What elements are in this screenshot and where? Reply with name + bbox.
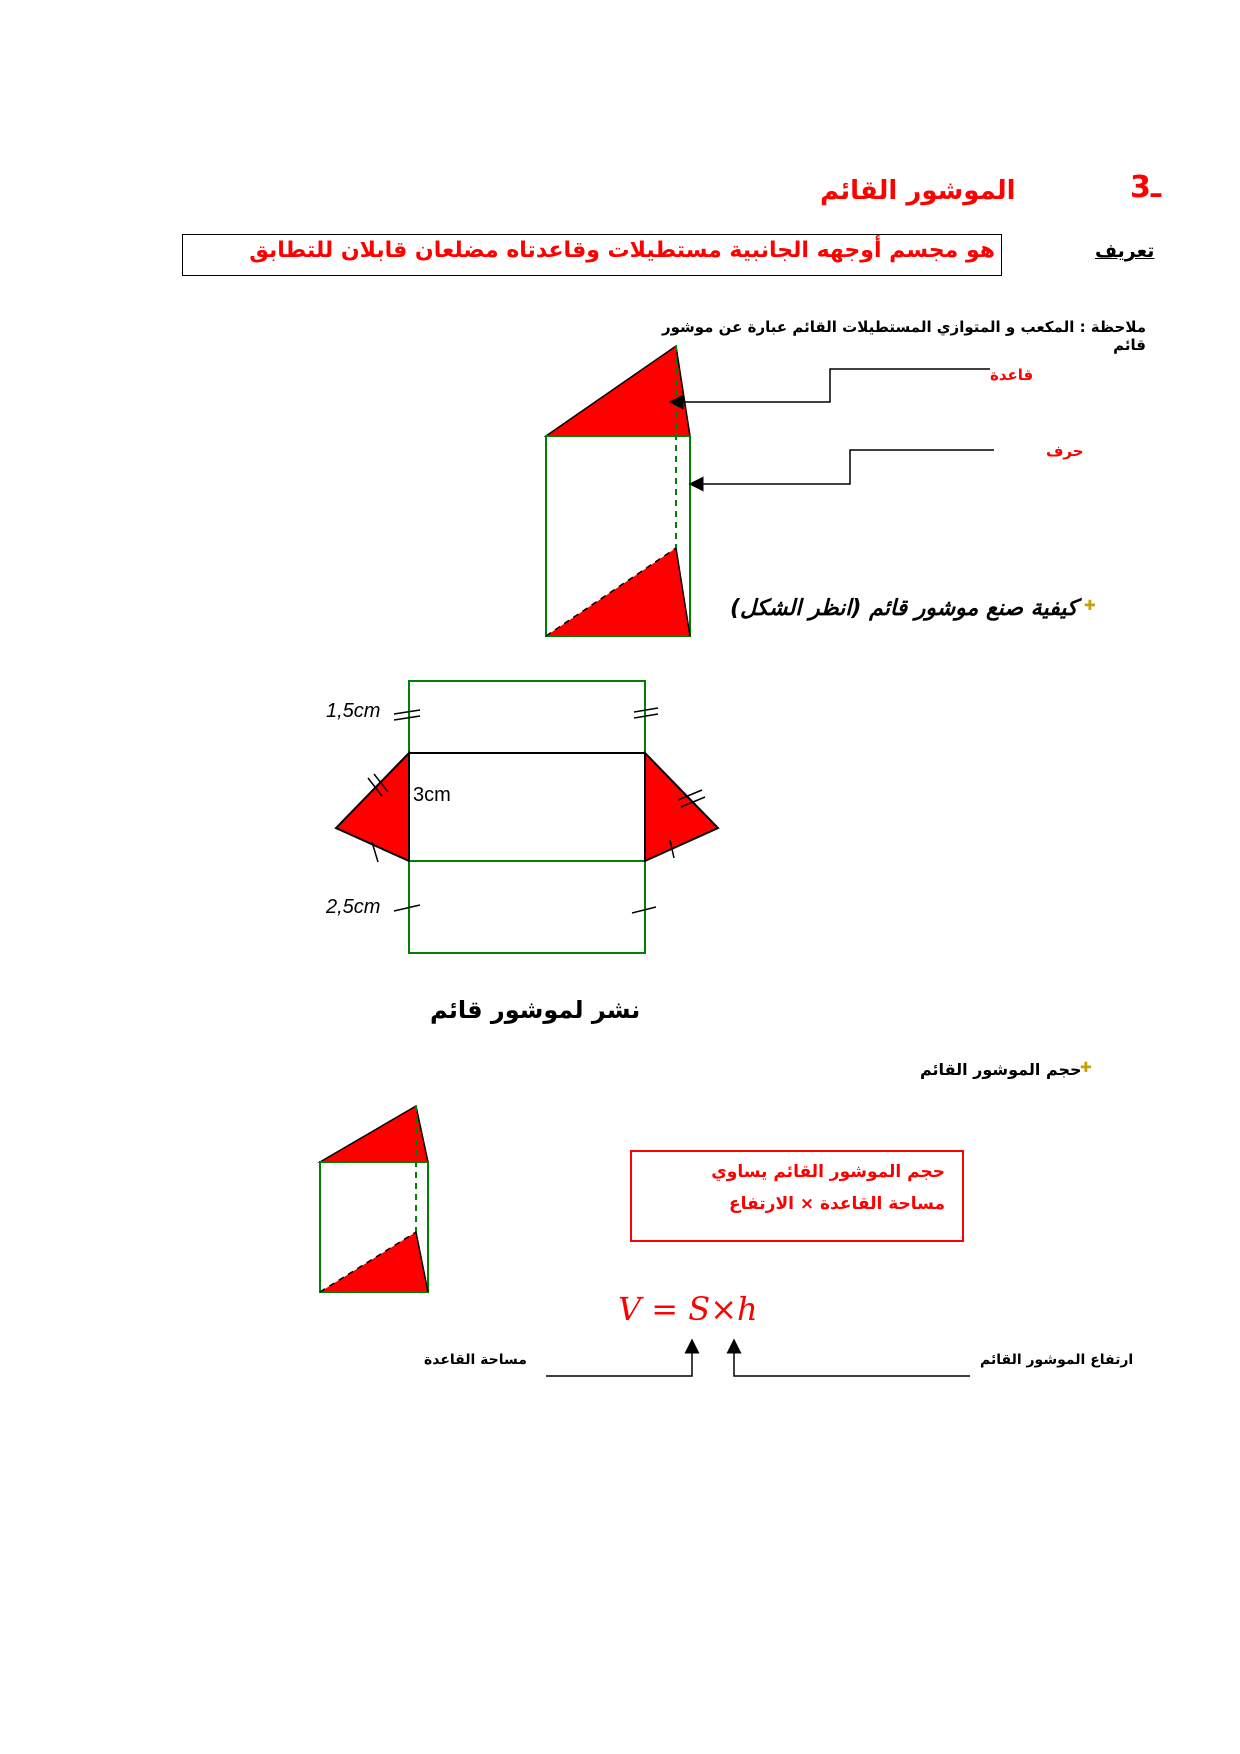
volume-heading: حجم الموشور القائم	[920, 1060, 1082, 1079]
definition-label: تعريف	[1095, 240, 1155, 262]
edge-label: حرف	[1046, 442, 1084, 460]
base-label: قاعدة	[990, 366, 1034, 384]
base-area-label: مساحة القاعدة	[424, 1352, 527, 1368]
net-caption: نشر لموشور قائم	[430, 996, 641, 1024]
formula-arrows	[546, 1340, 970, 1376]
net-dimension-1: 1,5cm	[326, 700, 381, 722]
bullet-icon: ✚	[1080, 1060, 1092, 1076]
edge-arrow	[690, 450, 994, 484]
net-dimension-3: 2,5cm	[326, 896, 381, 918]
net-dimension-2: 3cm	[413, 784, 451, 806]
construction-text: كيفية صنع موشور قائم (انظر الشكل)	[730, 596, 1078, 621]
prism-figure-2	[320, 1106, 428, 1292]
note-text: ملاحظة : المكعب و المتوازي المستطيلات القائم عبارة عن موشور قائم	[661, 318, 1146, 354]
prism-net	[336, 681, 718, 953]
section-number: 3ـ	[1130, 170, 1162, 205]
formula-text-line1: حجم الموشور القائم يساوي	[711, 1162, 945, 1182]
net-middle-rect	[409, 753, 645, 861]
net-top-rect	[409, 681, 645, 753]
volume-formula: V = S×h	[618, 1290, 758, 1328]
area-arrow	[546, 1340, 692, 1376]
prism-figure-1	[546, 346, 994, 636]
section-title: الموشور القائم	[820, 176, 1016, 206]
height-label: ارتفاع الموشور القائم	[980, 1352, 1134, 1368]
formula-text-line2: مساحة القاعدة × الارتفاع	[729, 1194, 945, 1214]
top-base-triangle	[546, 346, 690, 436]
bullet-icon: ✚	[1084, 598, 1096, 614]
base-arrow	[670, 369, 990, 402]
definition-text: هو مجسم أوجهه الجانبية مستطيلات وقاعدتاه مضلعان قابلان للتطابق	[249, 238, 995, 263]
net-bottom-rect	[409, 861, 645, 953]
bottom-base-triangle	[546, 548, 690, 636]
height-arrow	[734, 1340, 970, 1376]
